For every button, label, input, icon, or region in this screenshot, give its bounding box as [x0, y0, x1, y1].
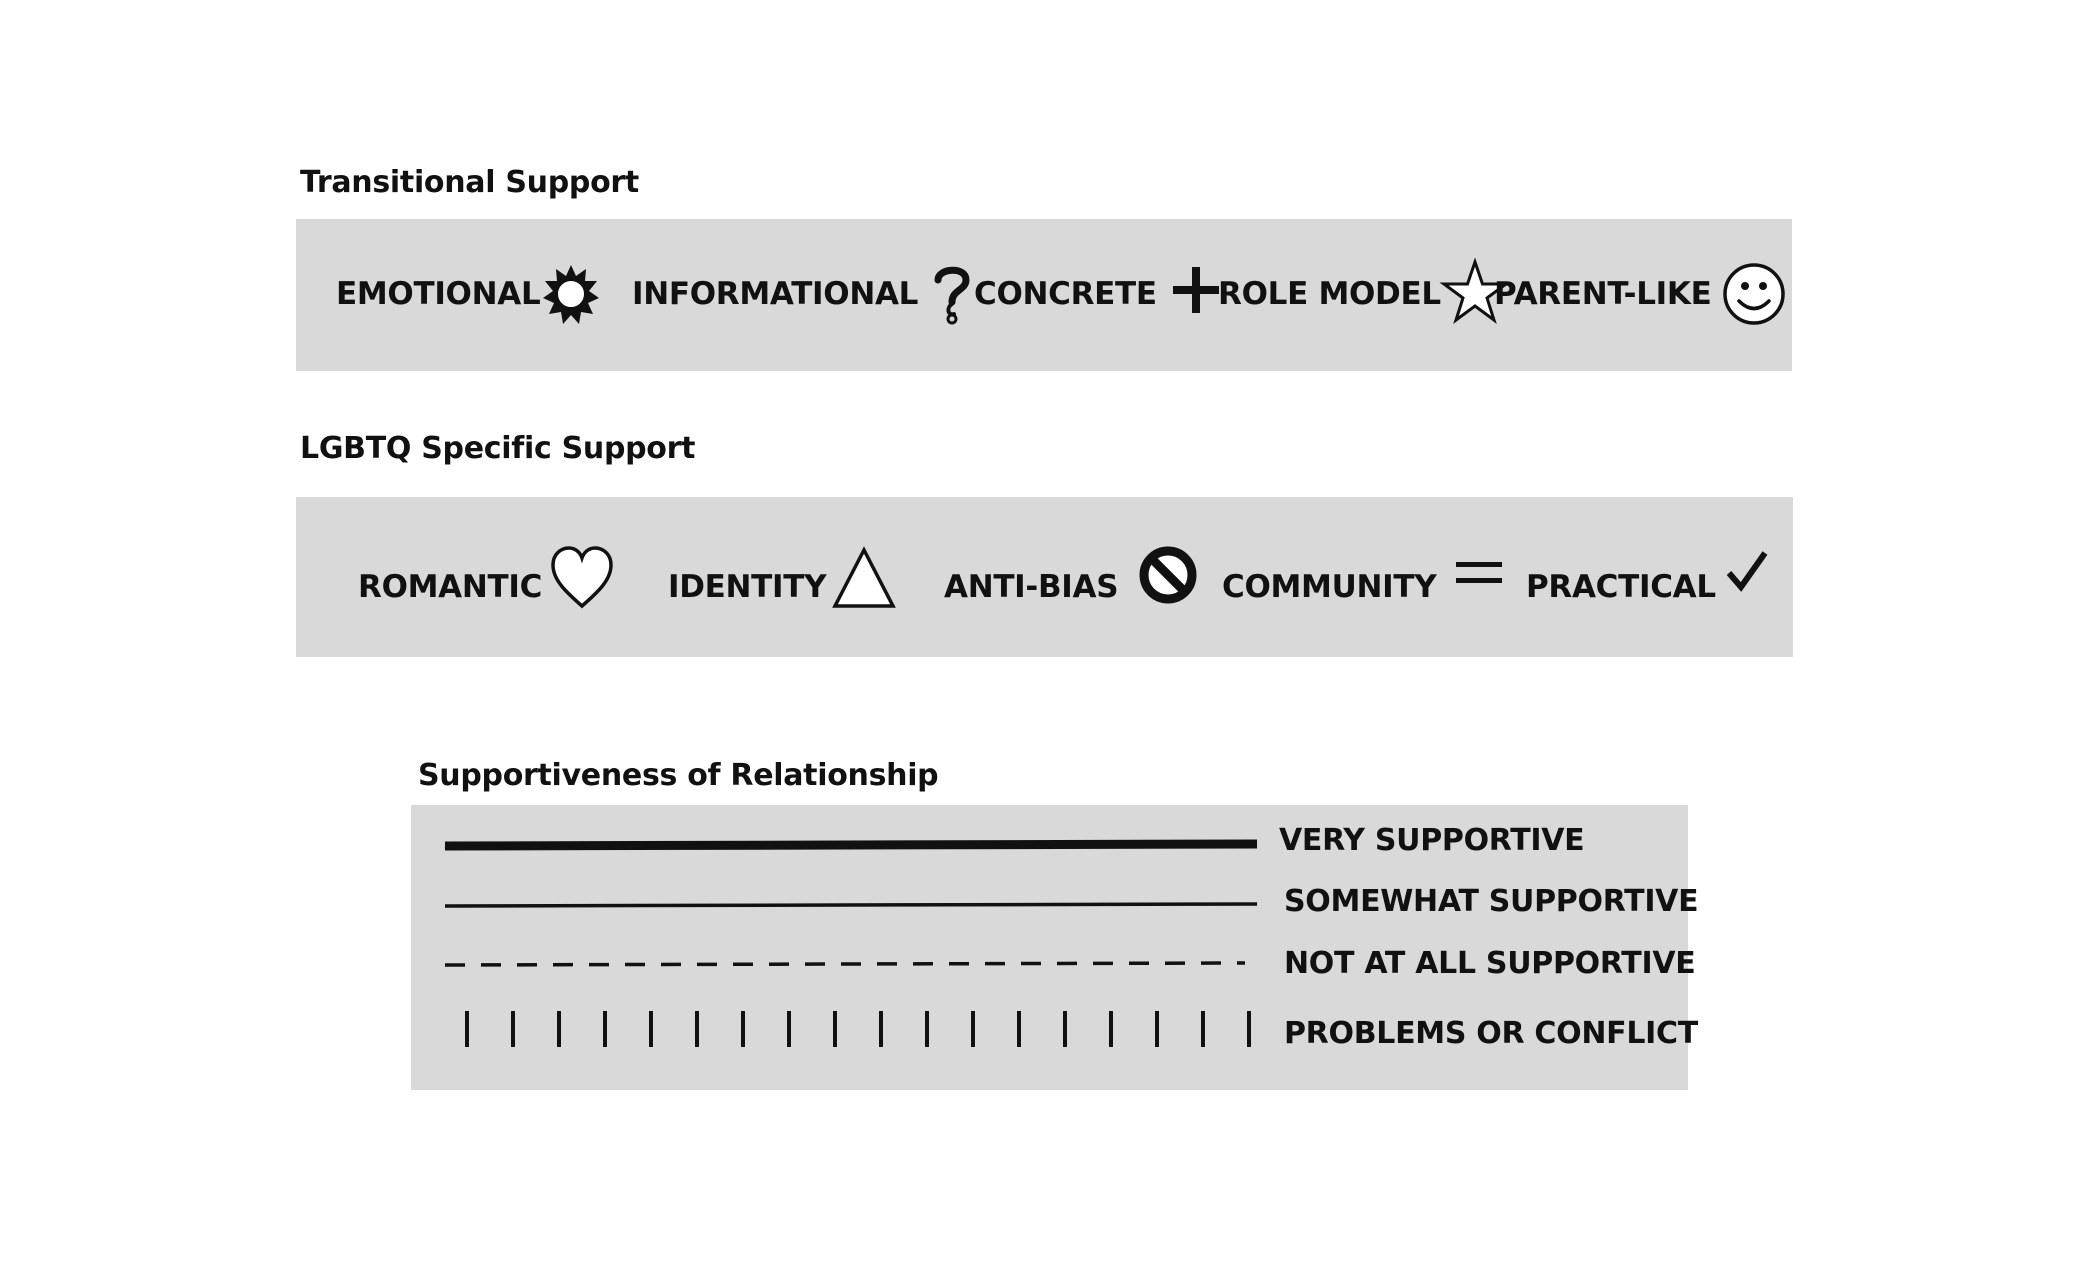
- transitional-support-heading: Transitional Support: [300, 165, 639, 200]
- line-somewhat-supportive: [445, 898, 1265, 912]
- legend-item-label: CONCRETE: [974, 276, 1157, 312]
- question-icon: [930, 264, 974, 324]
- heart-icon: [550, 546, 614, 610]
- legend-item-label: ROLE MODEL: [1218, 276, 1441, 312]
- legend-item-emotional: [336, 259, 602, 329]
- line-not-supportive: [445, 957, 1265, 971]
- legend-item-anti-bias: [944, 541, 1198, 615]
- label-somewhat-supportive: SOMEWHAT SUPPORTIVE: [1284, 884, 1699, 919]
- legend-item-romantic: [358, 541, 614, 615]
- legend-item-label: PRACTICAL: [1526, 569, 1716, 605]
- legend-item-label: ANTI-BIAS: [944, 569, 1119, 605]
- legend-item-label: ROMANTIC: [358, 569, 543, 605]
- legend-item-parent-like: [1494, 257, 1786, 331]
- legend-item-label: PARENT-LIKE: [1494, 276, 1712, 312]
- legend-item-community: [1222, 541, 1504, 615]
- legend-item-practical: [1526, 541, 1768, 615]
- legend-item-label: IDENTITY: [668, 569, 827, 605]
- legend-item-label: INFORMATIONAL: [632, 276, 919, 312]
- label-very-supportive: VERY SUPPORTIVE: [1279, 823, 1585, 858]
- transitional-support-panel: [296, 219, 1792, 371]
- legend-item-informational: [632, 259, 974, 329]
- plus-icon: [1171, 265, 1221, 315]
- line-problems-conflict: [445, 1003, 1275, 1053]
- legend-item-label: COMMUNITY: [1222, 569, 1437, 605]
- legend-item-role-model: [1218, 257, 1509, 331]
- legend-item-concrete: [974, 259, 1221, 329]
- label-problems-conflict: PROBLEMS OR CONFLICT: [1284, 1016, 1698, 1051]
- line-very-supportive: [445, 836, 1265, 856]
- checkmark-icon: [1726, 549, 1768, 593]
- label-not-supportive: NOT AT ALL SUPPORTIVE: [1284, 946, 1696, 981]
- equals-icon: [1454, 554, 1504, 594]
- sun-icon: [540, 263, 602, 325]
- lgbtq-support-heading: LGBTQ Specific Support: [300, 431, 696, 466]
- supportiveness-heading: Supportiveness of Relationship: [418, 758, 939, 793]
- lgbtq-support-panel: [296, 497, 1793, 657]
- legend-item-identity: [668, 541, 896, 615]
- smiley-icon: [1722, 262, 1786, 326]
- legend-item-label: EMOTIONAL: [336, 276, 541, 312]
- triangle-icon: [832, 547, 896, 609]
- prohibited-icon: [1138, 545, 1198, 605]
- supportiveness-panel: [411, 805, 1699, 1090]
